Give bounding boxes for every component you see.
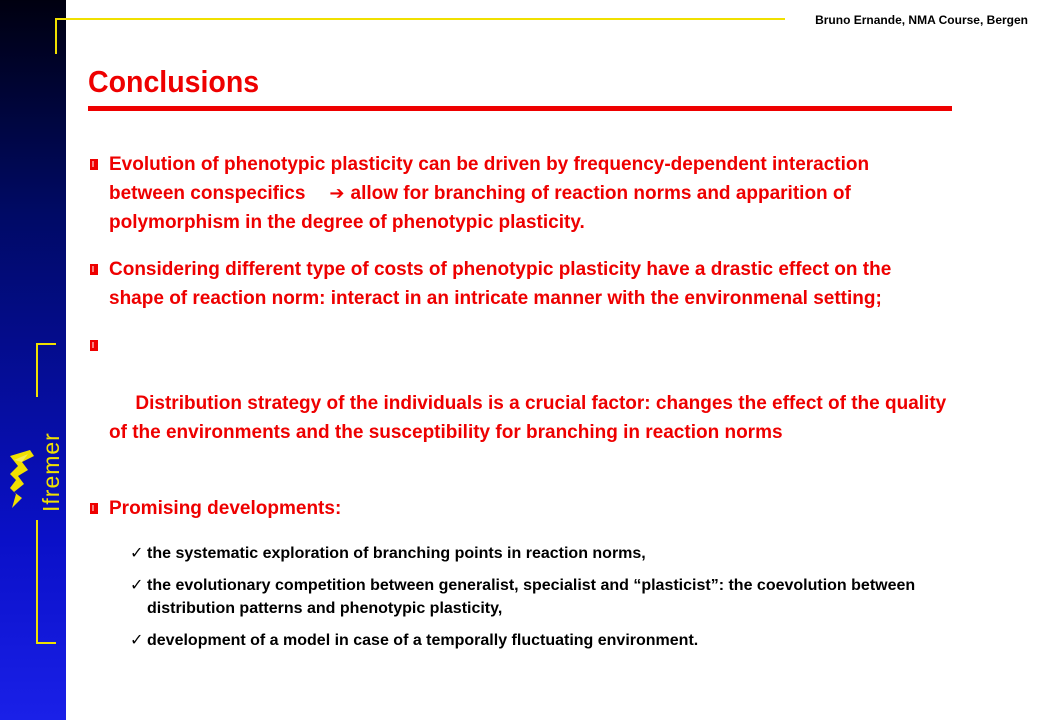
side-decor-tick-bottom bbox=[36, 642, 56, 644]
bullet-item-4 bbox=[90, 494, 950, 523]
square-bullet-icon bbox=[90, 340, 98, 351]
square-bullet-icon bbox=[90, 503, 98, 514]
right-arrow-icon: ➔ bbox=[329, 183, 345, 203]
bullet-item-1 bbox=[90, 150, 950, 237]
side-decor-tick-top bbox=[36, 343, 56, 345]
sub-item-text-3: development of a model in case of a temporally fluctuating environment. bbox=[147, 632, 699, 649]
top-decor-tick bbox=[55, 18, 57, 54]
bullet-text-2: Considering different type of costs of phenotypic plasticity have a drastic effect on the shape of reaction norm: interact in an intricate manner with the environmenal setting; bbox=[109, 259, 892, 309]
bullet-item-2 bbox=[90, 255, 950, 313]
side-decor-line-top bbox=[36, 343, 38, 397]
bullet-list bbox=[90, 150, 950, 541]
bullet-item-3 bbox=[90, 331, 950, 476]
slide-title: Conclusions bbox=[88, 64, 260, 99]
title-underline bbox=[88, 106, 952, 111]
check-icon: ✓ bbox=[130, 577, 144, 594]
sub-item-1 bbox=[130, 542, 950, 565]
top-decor-line bbox=[55, 18, 785, 20]
bullet-text-1a: Evolution of phenotypic plasticity can be driven by frequency-dependent interaction between conspecifics bbox=[109, 154, 870, 204]
sub-item-2 bbox=[130, 574, 950, 620]
sub-item-text-2: the evolutionary competition between generalist, specialist and “plasticist”: the coevolution between distribution patterns and phenotypic plasticity, bbox=[147, 577, 916, 617]
sub-item-3 bbox=[130, 629, 950, 652]
ifremer-logo-icon bbox=[8, 448, 38, 510]
brand-wordmark: Ifremer bbox=[38, 432, 64, 512]
sidebar-band bbox=[0, 0, 66, 720]
square-bullet-icon bbox=[90, 159, 98, 170]
bullet-text-4: Promising developments: bbox=[109, 498, 342, 519]
check-icon: ✓ bbox=[130, 545, 144, 562]
sub-item-text-1: the systematic exploration of branching points in reaction norms, bbox=[147, 545, 646, 562]
square-bullet-icon bbox=[90, 264, 98, 275]
bullet-text-1b: allow for branching of reaction norms and apparition of polymorphism in the degree of phenotypic plasticity. bbox=[109, 183, 851, 233]
header-credit: Bruno Ernande, NMA Course, Bergen bbox=[815, 13, 1028, 27]
sub-bullet-list bbox=[130, 542, 950, 661]
check-icon: ✓ bbox=[130, 632, 144, 649]
side-decor-line-bottom bbox=[36, 520, 38, 644]
bullet-text-3: Distribution strategy of the individuals is a crucial factor: changes the effect of the quality of the environments and the susceptibility for branching in reaction norms bbox=[109, 393, 952, 443]
